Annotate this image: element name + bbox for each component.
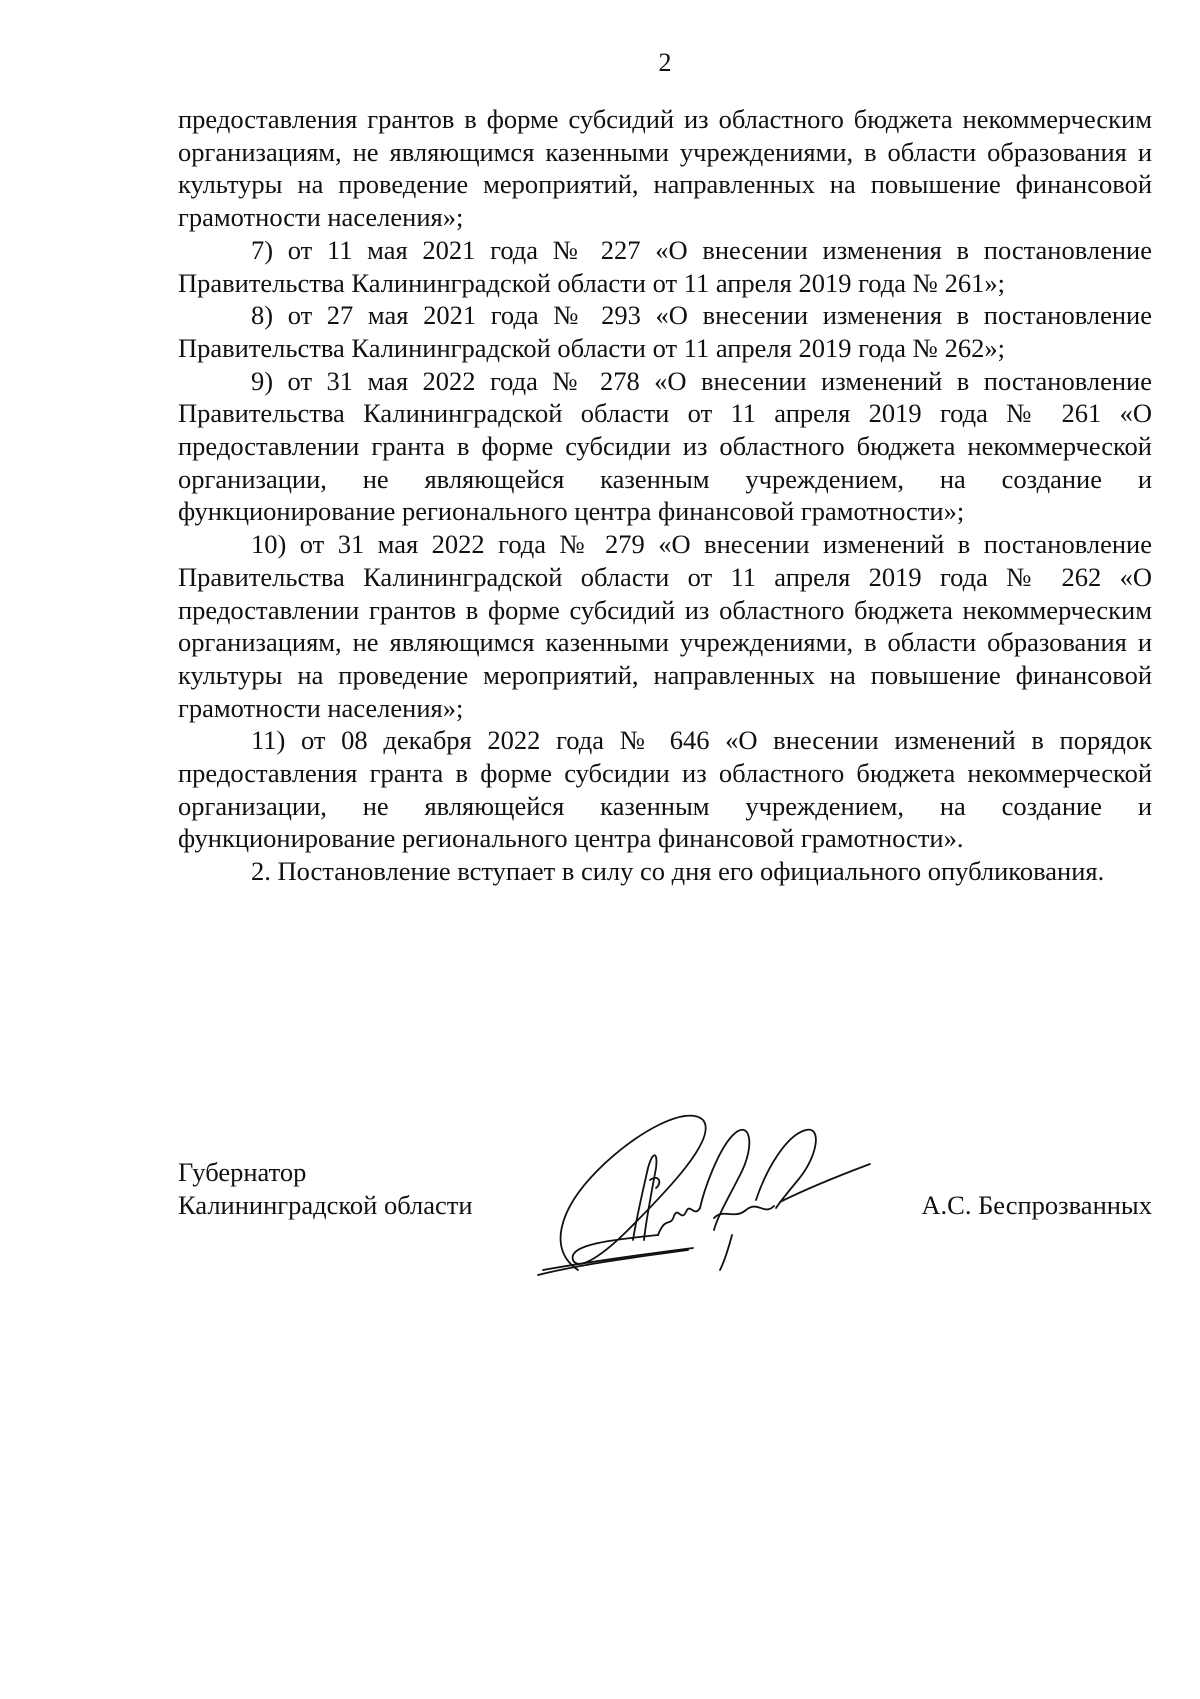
signatory-title-line-1: Губернатор xyxy=(178,1157,307,1187)
signature-block xyxy=(178,1156,1152,1276)
paragraph-item-7: 7) от 11 мая 2021 года № 227 «О внесении изменения в постановление Правительства Калининградской области от 11 апреля 2019 года № 261»; xyxy=(178,234,1152,298)
handwritten-signature xyxy=(518,1090,878,1285)
paragraph-item-8: 8) от 27 мая 2021 года № 293 «О внесении изменения в постановление Правительства Калининградской области от 11 апреля 2019 года № 262»; xyxy=(178,300,1152,363)
signatory-title-line-2: Калининградской области xyxy=(178,1189,473,1220)
page-number: 2 xyxy=(658,48,672,77)
paragraph-item-9: 9) от 31 мая 2022 года № 278 «О внесении изменений в постановление Правительства Калининградской области от 11 апреля 2019 года № 261 «О предоставлении гранта в форме субсидии из областного бюджета некоммерческой организации, не являющейся казенным учреждением, на создание и функционирование регионального центра финансовой грамотности»; xyxy=(178,365,1152,527)
paragraph-continuation: предоставления грантов в форме субсидий из областного бюджета некоммерческим организациям, не являющимся казенными учреждениями, в области образования и культуры на проведение мероприятий, направленных на повышение финансовой грамотности населения»; xyxy=(178,104,1152,233)
paragraph-item-11: 11) от 08 декабря 2022 года № 646 «О внесении изменений в порядок предоставления гранта в форме субсидии из областного бюджета некоммерческой организации, не являющейся казенным учреждением, на создание и функционирование регионального центра финансовой грамотности». xyxy=(178,725,1152,854)
document-body xyxy=(178,103,1152,888)
signatory-name: А.С. Беспрозванных xyxy=(921,1189,1152,1220)
paragraph-clause-2: 2. Постановление вступает в силу со дня его официального опубликования. xyxy=(251,856,1105,887)
paragraph-item-10: 10) от 31 мая 2022 года № 279 «О внесении изменений в постановление Правительства Калининградской области от 11 апреля 2019 года № 262 «О предоставлении грантов в форме субсидий из областного бюджета некоммерческим организациям, не являющимся казенными учреждениями, в области образования и культуры на проведение мероприятий, направленных на повышение финансовой грамотности населения»; xyxy=(178,529,1152,723)
signatory-title xyxy=(178,1156,473,1221)
